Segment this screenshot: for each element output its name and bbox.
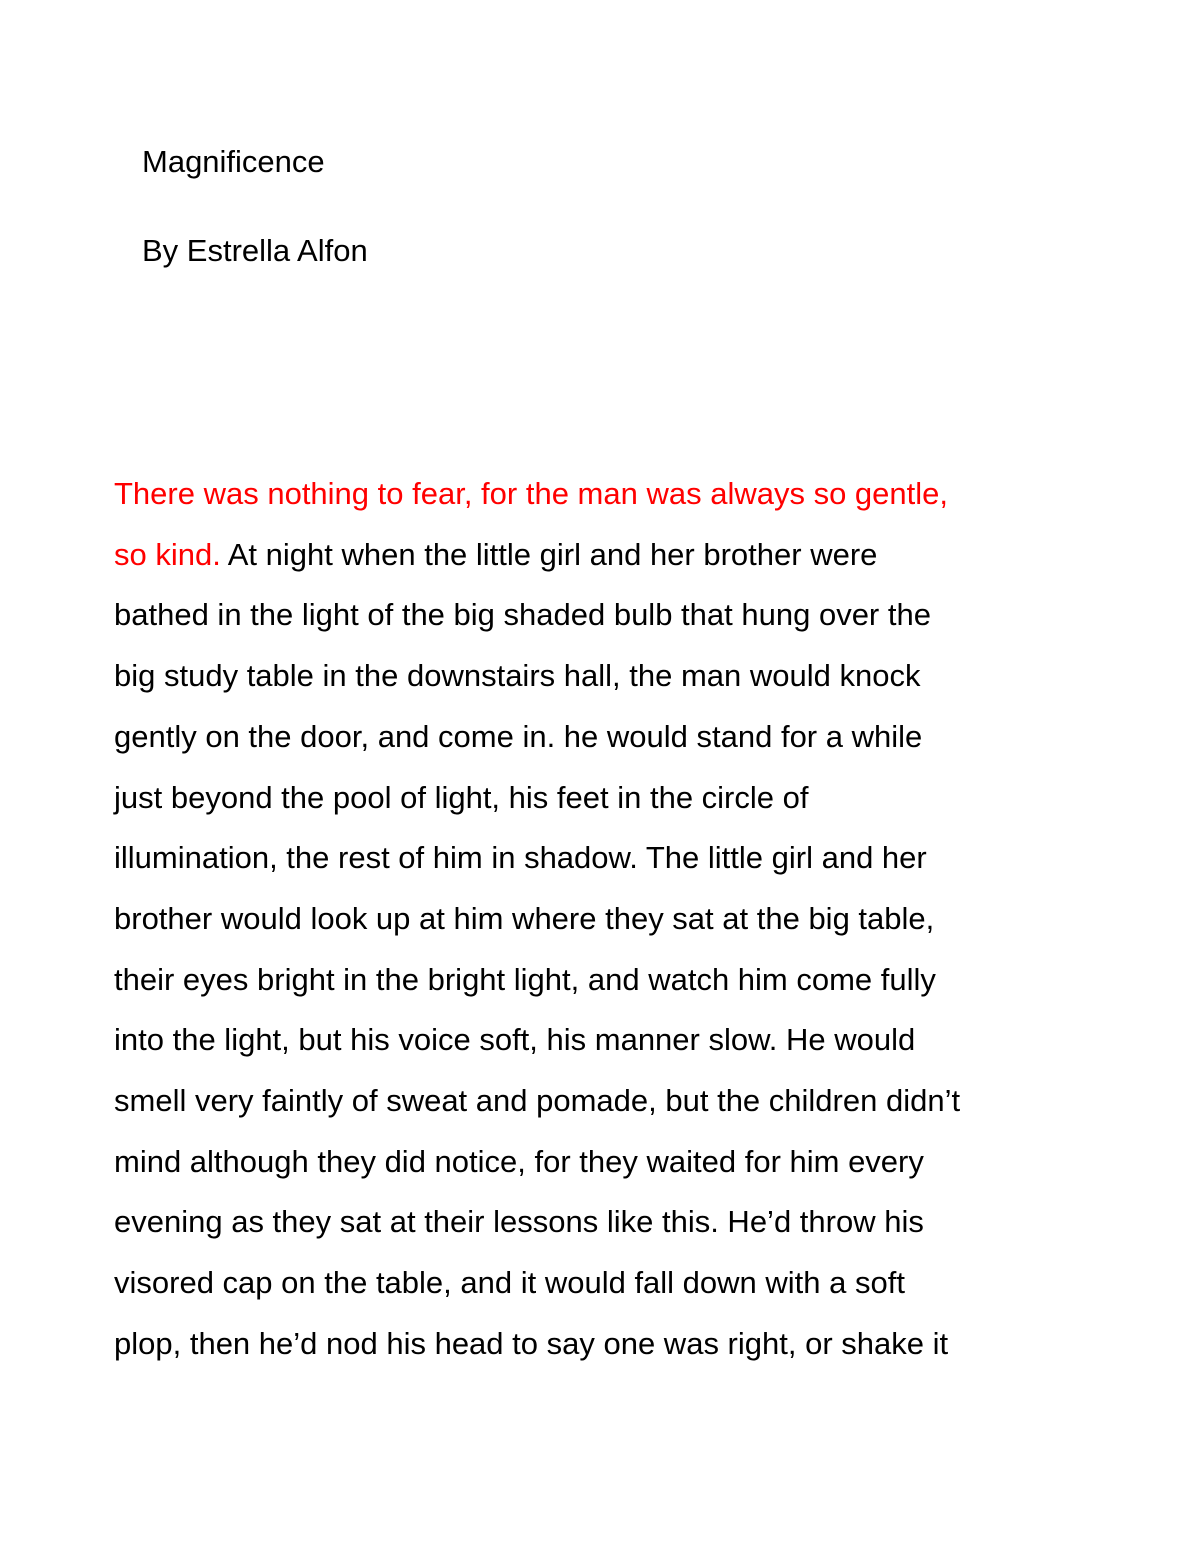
line-text: mind although they did notice, for they waited for him every	[114, 1143, 924, 1179]
highlighted-text: so kind.	[114, 536, 221, 572]
paragraph-line	[114, 1253, 1114, 1314]
line-text: big study table in the downstairs hall, the man would knock	[114, 658, 921, 694]
paragraph-line	[114, 1010, 1114, 1071]
paragraph-line	[114, 525, 1114, 586]
paragraph-line	[114, 1071, 1114, 1132]
paragraph-line	[114, 950, 1114, 1011]
line-text: gently on the door, and come in. he would stand for a while	[114, 718, 923, 754]
line-text: bathed in the light of the big shaded bulb that hung over the	[114, 597, 931, 633]
paragraph-line	[114, 585, 1114, 646]
paragraph-line	[114, 889, 1114, 950]
paragraph-line	[114, 646, 1114, 707]
paragraph-line	[114, 828, 1114, 889]
paragraph-line	[114, 464, 1114, 525]
line-text: At night when the little girl and her brother were	[220, 536, 878, 572]
paragraph-line	[114, 768, 1114, 829]
line-text: their eyes bright in the bright light, and watch him come fully	[114, 961, 936, 997]
paragraph-line	[114, 1314, 1114, 1375]
paragraph-line	[114, 1132, 1114, 1193]
highlighted-text: There was nothing to fear, for the man was always so gentle,	[114, 476, 949, 511]
line-text: brother would look up at him where they sat at the big table,	[114, 900, 935, 936]
line-text: smell very faintly of sweat and pomade, but the children didn’t	[114, 1083, 961, 1119]
paragraph-line	[114, 707, 1114, 768]
line-text: plop, then he’d nod his head to say one was right, or shake it	[114, 1325, 949, 1361]
paragraph-line	[114, 1192, 1114, 1253]
document-author: By Estrella Alfon	[142, 233, 368, 268]
line-text: illumination, the rest of him in shadow. The little girl and her	[114, 840, 927, 876]
document-title: Magnificence	[142, 144, 325, 179]
line-text: evening as they sat at their lessons like this. He’d throw his	[114, 1204, 924, 1240]
line-text: into the light, but his voice soft, his manner slow. He would	[114, 1022, 916, 1058]
line-text: just beyond the pool of light, his feet in the circle of	[114, 779, 809, 815]
line-text: visored cap on the table, and it would fall down with a soft	[114, 1265, 905, 1301]
story-paragraph	[114, 464, 1114, 1375]
